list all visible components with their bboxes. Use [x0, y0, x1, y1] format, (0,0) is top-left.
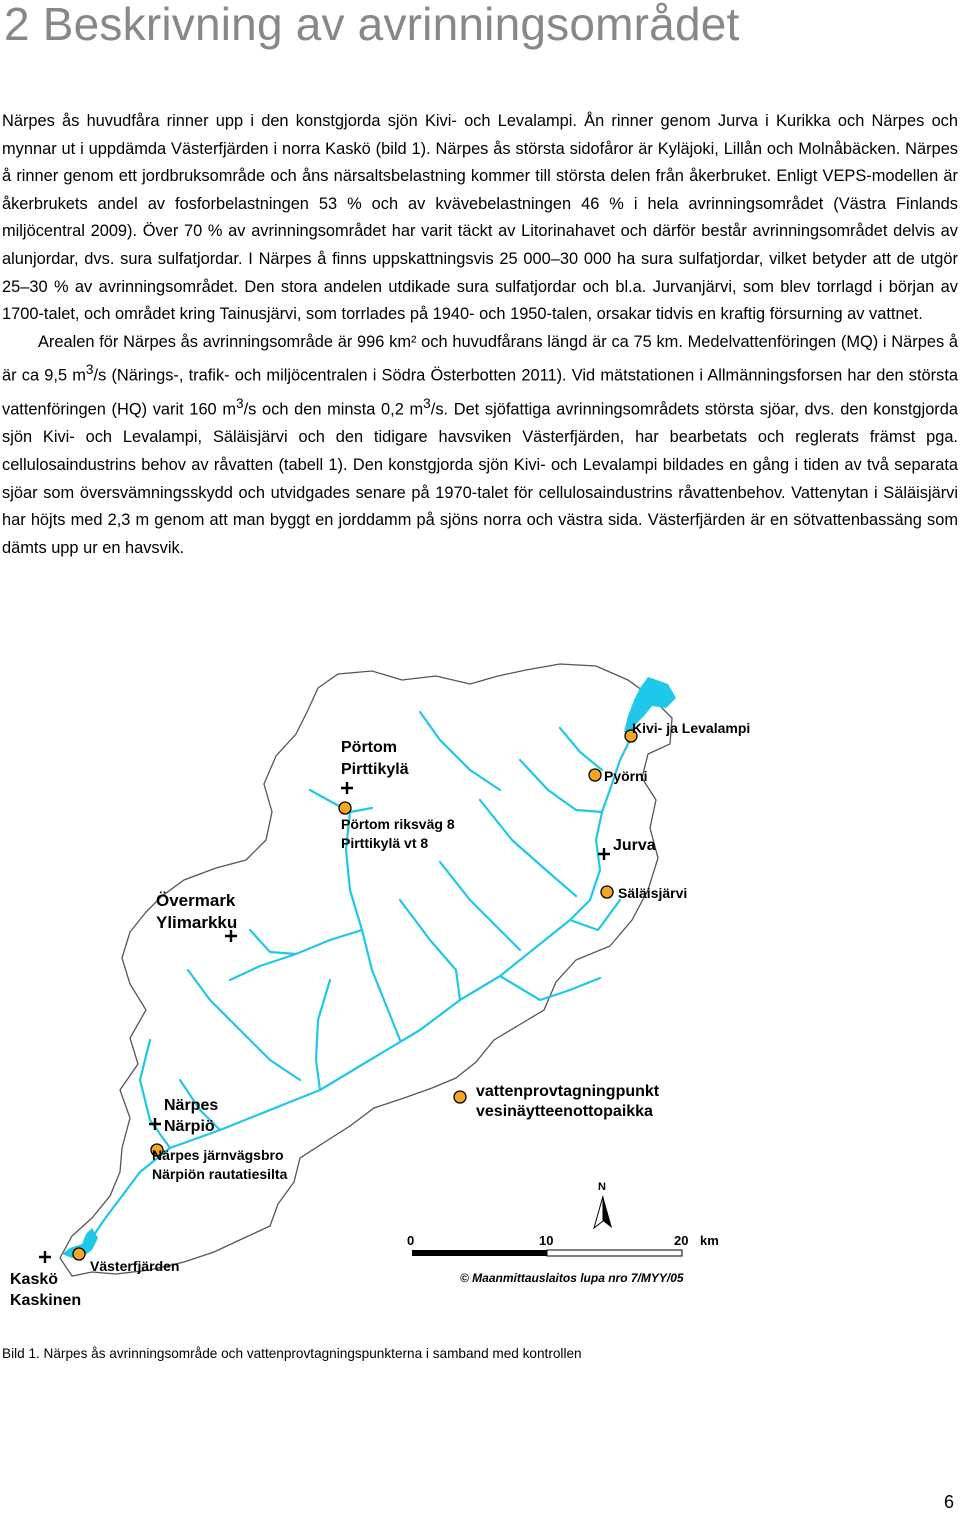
tributary-d [188, 970, 300, 1080]
tributary-j [570, 900, 620, 930]
label-portom: Pörtom [341, 739, 397, 756]
paragraph-2-part-4: /s. Det sjöfattiga avrinningsområdets största sjöar, dvs. den konstgjorda sjön Kivi- och Levalampi, Säläisjärvi och den tidigare havsviken Västerfjärden, har bearbetats och reglerats främst pga. cellulosaindustrins behov av råvatten (tabell 1). Den konstgjorda sjön Kivi- och Levalampi bildades en gång i tiden av två separata sjöar som översvämningsskydd och utvidgades senare på 1970-talet för cellulosaindustrins råvattenbehov. Vattenytan i Säläisjärvi har höjts med 2,3 m genom att man byggt en jorddamm på sjöns norra och västra sida. Västerfjärden är en sötvattenbassäng som dämts upp ur en havsvik. [2, 400, 958, 557]
cross-kasko [39, 1251, 51, 1263]
label-jarnvagsbro: Närpes järnvägsbro [152, 1147, 284, 1163]
page-number: 6 [943, 1492, 954, 1512]
label-vt8: Pirttikylä vt 8 [341, 835, 429, 851]
point-portom-riksvag [339, 802, 351, 814]
paragraph-2 [2, 329, 958, 563]
tributary-f [520, 760, 602, 812]
tributary-g [480, 800, 576, 896]
label-ylimarkku: Ylimarkku [156, 913, 238, 932]
north-arrow-icon [594, 1181, 612, 1228]
legend-point [454, 1091, 466, 1103]
legend-line-1: vattenprovtagningpunkt [476, 1083, 660, 1100]
scale-10: 10 [539, 1233, 554, 1248]
tributary-l [420, 712, 500, 790]
label-kasko: Kaskö [10, 1271, 59, 1288]
north-arrow-shape [594, 1196, 603, 1228]
north-label: N [598, 1181, 606, 1193]
map-legend [476, 1083, 660, 1120]
map-copyright: © Maanmittauslaitos lupa nro 7/MYY/05 [460, 1271, 684, 1285]
tributary-k [500, 976, 600, 1000]
paragraph-2-part-1: Arealen för Närpes ås avrinningsområde är 996 km² och huvudfårans längd är ca 75 km. Medelvattenföringen (MQ) i Närpes å är ca 9,5 m [2, 332, 958, 385]
paragraph-2-part-3: /s och den minsta 0,2 m [243, 400, 424, 419]
superscript-3c: 3 [423, 396, 431, 412]
place-labels [10, 720, 750, 1309]
label-overmark: Övermark [156, 891, 236, 910]
body-text [2, 108, 958, 562]
label-narpes: Närpes [164, 1097, 219, 1114]
scale-20: 20 [674, 1233, 689, 1248]
paragraph-1: Närpes ås huvudfåra rinner upp i den konstgjorda sjön Kivi- och Levalampi. Ån rinner genom Jurva i Kurikka och Närpes och mynnar ut i uppdämda Västerfjärden i norra Kaskö (bild 1). Närpes ås största sidofåror är Kyläjoki, Lillån och Molnåbäcken. Närpes å rinner genom ett jordbruksområde och åns närsaltsbelastning kommer till största delen från åkerbruket. Enligt VEPS-modellen är åkerbrukets andel av fosforbelastningen 53 % och av kvävebelastningen 46 % i hela avrinningsområdet (Västra Finlands miljöcentral 2009). Över 70 % av avrinningsområdet har varit täckt av Litorinahavet och därför består avrinningsområdet delvis av alunjordar, dvs. sura sulfatjordar. I Närpes å finns uppskattningsvis 25 000–30 000 ha sura sulfatjordar, vilket betyder att de utgör 25–30 % av avrinningsområdet. Den stora andelen utdikade sura sulfatjordar och bl.a. Jurvanjärvi, som blev torrlagd i början av 1700-talet, och området kring Tainusjärvi, som torrlades på 1940- och 1950-talen, orsakar tidvis en kraftig försurning av vattnet. [2, 112, 958, 324]
cross-portom [341, 782, 353, 794]
tributary-i [400, 900, 460, 1000]
tributary-e [560, 728, 602, 770]
scale-unit: km [700, 1233, 719, 1248]
catchment-map [0, 660, 780, 1320]
legend-line-2: vesinäytteenottopaikka [476, 1103, 653, 1120]
cross-jurva [598, 848, 610, 860]
tributary-h [440, 862, 520, 950]
scale-0: 0 [407, 1233, 415, 1248]
label-pirttikyla: Pirttikylä [341, 761, 409, 778]
paragraph-2-part-2: /s (Närings-, trafik- och miljöcentralen i Södra Österbotten 2011). Vid mätstationen i Allmänningsforsen har den största vattenföringen (HQ) varit 160 m [2, 366, 958, 419]
label-pyorni: Pyörni [604, 768, 648, 784]
label-narpio: Närpiö [164, 1118, 215, 1135]
label-jurva: Jurva [613, 837, 656, 854]
label-vasterfjarden: Västerfjärden [90, 1258, 180, 1274]
point-salaisjarvi [601, 886, 613, 898]
tributary-c [250, 930, 296, 954]
label-kivi: Kivi- ja Levalampi [632, 720, 751, 736]
figure-caption: Bild 1. Närpes ås avrinningsområde och vattenprovtagningspunkterna i samband med kontrollen [2, 1346, 582, 1361]
tributary-m [316, 980, 330, 1090]
superscript-3a: 3 [85, 362, 94, 378]
label-kaskinen: Kaskinen [10, 1292, 82, 1309]
label-rautatiesilta: Närpiön rautatiesilta [152, 1166, 288, 1182]
point-pyorni [589, 769, 601, 781]
label-riksvag: Pörtom riksväg 8 [341, 816, 455, 832]
section-heading: 2 Beskrivning av avrinningsområdet [4, 0, 740, 50]
scale-bar [407, 1233, 719, 1256]
superscript-3b: 3 [236, 396, 244, 412]
point-vasterfjarden [73, 1248, 85, 1260]
label-salaisjarvi: Säläisjärvi [618, 885, 688, 901]
